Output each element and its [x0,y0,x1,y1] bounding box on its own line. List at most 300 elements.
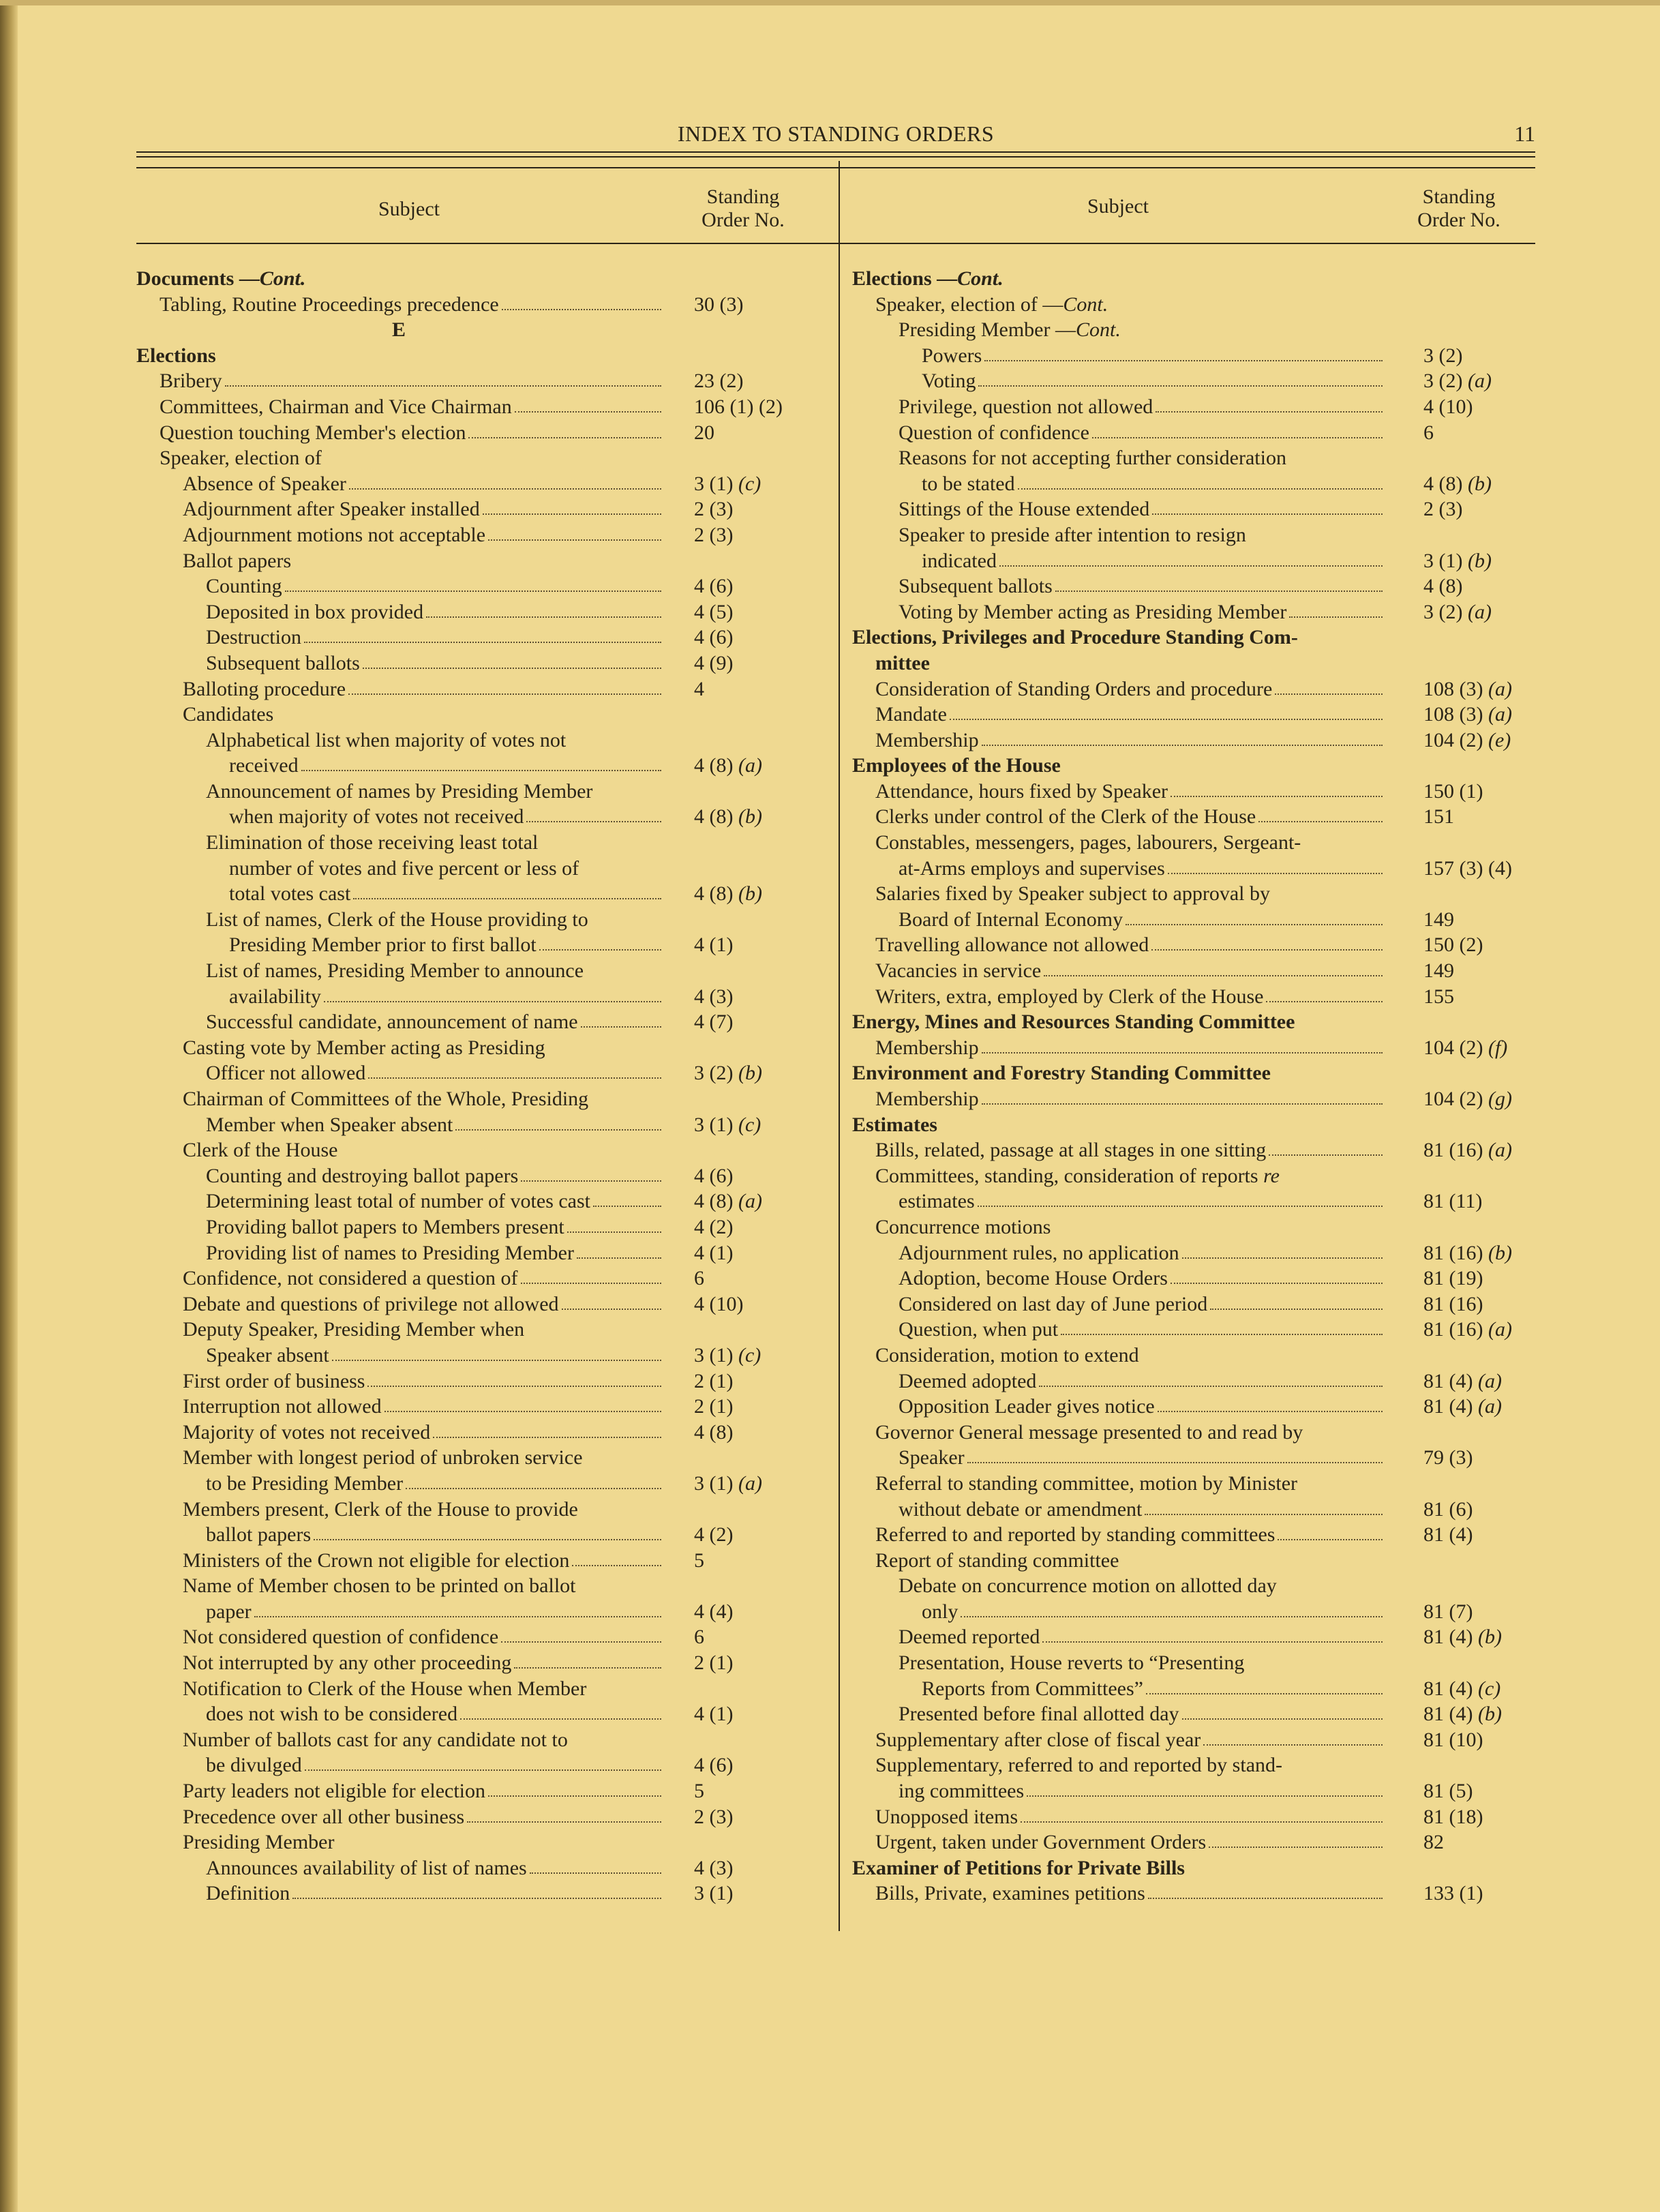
dot-leader [483,496,661,515]
entry-text: Adjournment rules, no application [899,1241,1179,1264]
entry-text: Counting [206,575,282,598]
entry-text: First order of business [183,1369,365,1392]
index-entry [136,1086,825,1112]
standing-order-number: 2 (1) [694,1369,734,1392]
index-entry [852,1804,1534,1830]
dot-leader [1168,856,1383,874]
entry-text: Balloting procedure [183,677,346,700]
standing-order-number: 4 (1) [694,1703,734,1726]
dot-leader [982,728,1383,746]
entry-text: Adjournment motions not acceptable [183,523,486,546]
index-entry [136,625,825,651]
dot-leader [1151,932,1383,951]
left-order-heading [682,185,804,232]
index-entry [136,1445,825,1471]
entry-text: Mandate [875,703,947,726]
index-entry [136,1035,825,1061]
entry-text: List of names, Clerk of the House providing to [206,908,588,931]
entry-text: Powers [922,344,982,367]
dot-leader [301,753,661,771]
standing-order-number: 4 (8) (b) [1423,472,1492,495]
standing-order-number: 2 (3) [694,498,734,521]
standing-order-number: 4 (6) [694,575,734,598]
entry-text: Unopposed items [875,1805,1018,1828]
standing-order-number: 4 (4) [694,1600,734,1623]
index-entry [852,420,1534,446]
entry-text: Reasons for not accepting further consideration [899,447,1286,470]
dot-leader [406,1471,661,1489]
entry-text: Concurrence motions [875,1215,1051,1238]
standing-order-number: 4 (8) (a) [694,1190,762,1213]
standing-order-number: 150 (1) [1423,779,1483,803]
index-entry [136,522,825,548]
entry-text: Subsequent ballots [899,575,1053,598]
index-entry [136,907,825,933]
standing-order-number: 4 (2) [694,1523,734,1546]
entry-text: be divulged [206,1754,302,1777]
entry-text: Adjournment after Speaker installed [183,498,480,521]
index-entry [852,445,1534,471]
entry-text: Providing list of names to Presiding Member [206,1241,574,1264]
dot-leader [978,1189,1383,1207]
dot-leader [433,1420,661,1438]
standing-order-number: 81 (19) [1423,1267,1483,1290]
entry-text: Bills, Private, examines petitions [875,1882,1145,1905]
dot-leader [521,1163,661,1182]
index-entry [852,881,1534,907]
entry-text: Announces availability of list of names [206,1856,527,1879]
index-entry [136,1727,825,1753]
header-rule-top [136,151,1535,153]
entry-text: Number of ballots cast for any candidate not to [183,1728,568,1751]
entry-text: Providing ballot papers to Members present [206,1215,564,1238]
index-entry [136,804,825,830]
dot-leader [426,599,661,618]
standing-order-number: 4 (8) (a) [694,754,762,777]
dot-leader [1146,1676,1383,1694]
index-entry [852,1343,1534,1369]
index-entry [852,1881,1534,1907]
standing-order-number: 81 (4) (a) [1423,1395,1502,1418]
entry-text: Opposition Leader gives notice [899,1395,1155,1418]
entry-text: Ballot papers [183,549,292,572]
index-entry [136,1778,825,1804]
index-entry [136,1060,825,1086]
index-entry [852,1214,1534,1240]
index-entry [136,830,825,856]
dot-leader [1171,1266,1383,1284]
index-entry [136,445,825,471]
dot-leader [1145,1497,1383,1515]
standing-order-number: 108 (3) (a) [1423,677,1512,700]
entry-text: does not wish to be considered [206,1703,458,1726]
entry-text: Speaker to preside after intention to resign [899,523,1246,546]
dot-leader [961,1599,1383,1617]
entry-text: Destruction [206,626,301,649]
entry-text: Speaker, election of —Cont. [875,293,1108,316]
entry-text: Constables, messengers, pages, labourers, Sergeant- [875,831,1301,854]
index-entry [136,1009,825,1035]
index-entry [136,1497,825,1523]
entry-text: Presented before final allotted day [899,1703,1179,1726]
entry-text: Clerks under control of the Clerk of the House [875,805,1256,828]
entry-text: received [229,754,299,777]
standing-order-number: 23 (2) [694,370,744,393]
entry-text: Committees, standing, consideration of reports re [875,1164,1280,1187]
dot-leader [999,548,1383,567]
entry-text: Bribery [160,370,222,393]
entry-text: number of votes and five percent or less of [229,856,579,880]
dot-leader [1182,1701,1383,1720]
dot-leader [567,1214,661,1233]
index-entry [852,1137,1534,1163]
order-heading-line1: Standing [706,185,780,208]
index-entry [136,1804,825,1830]
entry-text: Deemed reported [899,1626,1040,1649]
index-entry [852,496,1534,522]
entry-text: Presiding Member [183,1831,335,1854]
index-entry [136,1420,825,1446]
entry-text: Voting [922,370,976,393]
dot-leader [1158,1394,1383,1412]
standing-order-number: 81 (16) (a) [1423,1139,1512,1162]
dot-leader [488,1778,661,1797]
index-entry [852,1086,1534,1112]
standing-order-number: 4 [694,677,704,700]
index-entry [852,1317,1534,1343]
index-entry [136,702,825,728]
index-entry [136,292,825,318]
index-heading [852,266,1534,292]
dot-leader [502,292,661,310]
entry-text: Question, when put [899,1318,1059,1341]
dot-leader [950,702,1383,720]
entry-text: Board of Internal Economy [899,908,1123,931]
entry-text: when majority of votes not received [229,805,524,828]
dot-leader [455,1112,661,1131]
dot-leader [305,1752,661,1771]
standing-order-number: 157 (3) (4) [1423,856,1512,880]
standing-order-number: 4 (10) [1423,395,1473,418]
standing-order-number: 3 (2) (a) [1423,600,1492,623]
standing-order-number: 2 (3) [694,523,734,546]
standing-order-number: 2 (3) [694,1805,734,1828]
index-entry [852,830,1534,856]
standing-order-number: 3 (2) (b) [694,1062,762,1085]
index-entry [136,1752,825,1778]
index-entry [136,728,825,753]
standing-order-number: 4 (6) [694,1164,734,1187]
index-heading [852,625,1534,651]
index-entry [136,1317,825,1343]
standing-order-number: 2 (1) [694,1395,734,1418]
entry-text: Travelling allowance not allowed [875,933,1149,957]
dot-leader [1092,420,1383,438]
index-entry [852,292,1534,318]
entry-text: Speaker absent [206,1343,329,1366]
index-entry [852,1727,1534,1753]
index-entry [136,1189,825,1214]
standing-order-number: 6 [1423,421,1434,444]
dot-leader [1152,496,1383,515]
index-entry [852,548,1534,574]
dot-leader [521,1266,661,1284]
standing-order-number: 81 (7) [1423,1600,1473,1623]
entry-text: Notification to Clerk of the House when Member [183,1677,587,1700]
standing-order-number: 108 (3) (a) [1423,703,1512,726]
index-heading [136,266,825,292]
index-entry [136,651,825,676]
entry-text: Precedence over all other business [183,1805,465,1828]
index-entry [852,317,1534,343]
entry-text: without debate or amendment [899,1497,1143,1521]
standing-order-number: 4 (8) [694,1420,734,1444]
standing-order-number: 4 (10) [694,1292,744,1315]
entry-text: Deposited in box provided [206,600,424,623]
page-title: INDEX TO STANDING ORDERS [677,121,995,146]
index-entry [852,1522,1534,1548]
entry-text: Successful candidate, announcement of name [206,1011,578,1034]
dot-leader [978,368,1383,387]
standing-order-number: 82 [1423,1831,1444,1854]
index-entry [852,1266,1534,1291]
standing-order-number: 3 (1) [694,1882,734,1905]
entry-text: Employees of the House [852,754,1061,777]
dot-leader [501,1624,661,1643]
dot-leader [982,1035,1383,1053]
dot-leader [526,804,661,822]
dot-leader [368,1060,661,1079]
index-entry [852,1291,1534,1317]
entry-text: Determining least total of number of votes cast [206,1190,591,1213]
index-entry [136,599,825,625]
standing-order-number: 106 (1) (2) [694,395,783,418]
dot-leader [1018,471,1383,490]
section-letter [136,317,825,343]
right-subject-heading: Subject [1087,195,1149,218]
entry-text: Privilege, question not allowed [899,395,1153,418]
page-number: 11 [1514,121,1535,146]
standing-order-number: 104 (2) (e) [1423,728,1511,751]
standing-order-number: 81 (5) [1423,1780,1473,1803]
index-entry [136,676,825,702]
index-entry [136,1701,825,1727]
standing-order-number: 4 (6) [694,626,734,649]
order-heading-line1: Standing [1422,185,1496,208]
index-entry [852,1624,1534,1650]
entry-text: Question touching Member's election [160,421,466,444]
standing-order-number: 3 (1) (c) [694,472,761,495]
dot-leader [530,1855,661,1874]
entry-text: Counting and destroying ballot papers [206,1164,519,1187]
entry-text: Not considered question of confidence [183,1626,499,1649]
index-entry [852,958,1534,984]
standing-order-number: 133 (1) [1423,1882,1483,1905]
entry-text: Adoption, become House Orders [899,1267,1168,1290]
dot-leader [593,1189,661,1207]
standing-order-number: 81 (18) [1423,1805,1483,1828]
index-entry [136,1676,825,1702]
index-entry [136,932,825,958]
index-entry [852,343,1534,369]
index-entry [852,932,1534,958]
index-entry [852,1471,1534,1497]
index-entry [852,1778,1534,1804]
entry-text: List of names, Presiding Member to announce [206,959,584,983]
order-heading-line2: Order No. [1417,209,1500,231]
index-entry [136,1624,825,1650]
index-entry [852,804,1534,830]
entry-text: Governor General message presented to and read by [875,1420,1303,1444]
index-entry [852,676,1534,702]
standing-order-number: 4 (2) [694,1215,734,1238]
standing-order-number: 4 (7) [694,1011,734,1034]
entry-text: Debate on concurrence motion on allotted day [899,1574,1277,1598]
index-heading [852,753,1534,779]
dot-leader [1289,599,1383,618]
standing-order-number: 4 (5) [694,600,734,623]
dot-leader [225,368,661,387]
dot-leader [1126,907,1383,925]
index-entry [136,1522,825,1548]
standing-order-number: 30 (3) [694,293,744,316]
dot-leader [1055,573,1383,592]
index-entry [136,1112,825,1138]
entry-text: to be stated [922,472,1015,495]
column-header-rule [136,243,1535,244]
entry-text: Presentation, House reverts to “Presenting [899,1651,1245,1675]
index-heading [852,1060,1534,1086]
index-entry [852,1701,1534,1727]
entry-text: Vacancies in service [875,959,1042,983]
header-rule-bottom [136,156,1535,158]
standing-order-number: 81 (10) [1423,1728,1483,1751]
entry-text: Alphabetical list when majority of votes not [206,728,567,751]
entry-text: Casting vote by Member acting as Presiding [183,1036,545,1059]
standing-order-number: 3 (2) (a) [1423,370,1492,393]
entry-text: Bills, related, passage at all stages in one sitting [875,1139,1267,1162]
entry-text: Announcement of names by Presiding Member [206,779,593,803]
book-spine-shadow [0,0,18,2212]
index-entry [852,1829,1534,1855]
standing-order-number: 4 (8) (b) [694,882,762,906]
dot-leader [348,676,661,695]
entry-text: Documents —Cont. [136,267,306,290]
dot-leader [349,471,661,490]
entry-text: paper [206,1600,252,1623]
entry-text: Consideration of Standing Orders and procedure [875,677,1273,700]
standing-order-number: 4 (8) [1423,575,1463,598]
entry-text: Speaker, election of [160,447,322,470]
dot-leader [984,343,1383,361]
dot-leader [1039,1369,1383,1387]
entry-text: Urgent, taken under Government Orders [875,1831,1207,1854]
index-entry [852,856,1534,882]
entry-text: Salaries fixed by Speaker subject to approval by [875,882,1270,906]
standing-order-number: 4 (3) [694,985,734,1008]
entry-text: Member when Speaker absent [206,1113,453,1136]
index-entry [852,573,1534,599]
dot-leader [468,420,661,438]
dot-leader [1275,676,1383,695]
right-index-column [852,266,1534,1907]
entry-text: Referred to and reported by standing committees [875,1523,1276,1546]
entry-text: mittee [875,651,930,674]
standing-order-number: 3 (2) [1423,344,1463,367]
index-entry [136,1343,825,1369]
standing-order-number: 2 (1) [694,1651,734,1675]
entry-text: Supplementary after close of fiscal year [875,1728,1201,1751]
entry-text: indicated [922,549,997,572]
index-entry [852,1420,1534,1446]
index-entry [136,1471,825,1497]
dot-leader [488,522,661,541]
dot-leader [1044,958,1383,976]
index-heading [136,343,825,369]
index-entry [852,1650,1534,1676]
standing-order-number: 79 (3) [1423,1446,1473,1469]
dot-leader [324,984,661,1002]
standing-order-number: 81 (4) (c) [1423,1677,1501,1700]
entry-text: Tabling, Routine Proceedings precedence [160,293,499,316]
dot-leader [581,1009,661,1028]
standing-order-number: 3 (1) (a) [694,1471,762,1495]
entry-text: Not interrupted by any other proceeding [183,1651,512,1675]
index-entry [852,1189,1534,1214]
dot-leader [384,1394,661,1412]
dot-leader [363,651,661,669]
entry-text: Majority of votes not received [183,1420,431,1444]
standing-order-number: 81 (4) [1423,1523,1473,1546]
index-entry [136,984,825,1010]
index-heading [852,1009,1534,1035]
entry-text: Party leaders not eligible for election [183,1780,486,1803]
entry-text: Elections [136,344,216,367]
standing-order-number: 81 (16) (a) [1423,1318,1512,1341]
entry-text: Energy, Mines and Resources Standing Committee [852,1011,1295,1034]
standing-order-number: 6 [694,1267,704,1290]
index-entry [852,471,1534,497]
entry-text: estimates [899,1190,975,1213]
index-entry [136,1599,825,1625]
standing-order-number: 155 [1423,985,1454,1008]
dot-leader [460,1701,661,1720]
standing-order-number: 3 (1) (c) [694,1343,761,1366]
standing-order-number: 4 (1) [694,933,734,957]
dot-leader [1269,1137,1383,1156]
column-divider [839,161,840,1931]
entry-text: Examiner of Petitions for Private Bills [852,1856,1185,1879]
dot-leader [967,1445,1383,1463]
standing-order-number: 81 (11) [1423,1190,1483,1213]
index-entry [136,1369,825,1394]
entry-text: Interruption not allowed [183,1395,382,1418]
entry-text: Debate and questions of privilege not allowed [183,1292,559,1315]
index-entry [852,1548,1534,1574]
index-entry [136,496,825,522]
index-entry [852,368,1534,394]
dot-leader [292,1881,661,1899]
index-entry [852,599,1534,625]
index-entry [136,1829,825,1855]
standing-order-number: 5 [694,1549,704,1572]
dot-leader [1148,1881,1383,1899]
dot-leader [982,1086,1383,1105]
entry-text: Subsequent ballots [206,651,360,674]
standing-order-number: 4 (9) [694,651,734,674]
index-entry [136,1394,825,1420]
index-entry [852,984,1534,1010]
